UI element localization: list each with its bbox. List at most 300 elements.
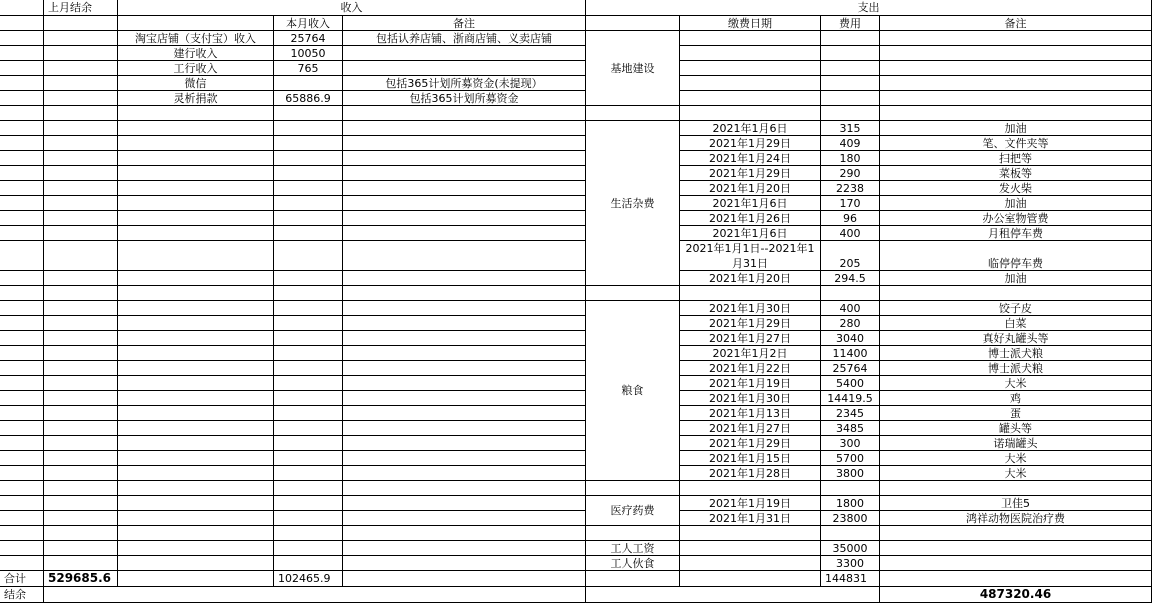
income-amount: 25764 <box>274 31 343 46</box>
cell[interactable] <box>0 151 44 166</box>
cell[interactable] <box>680 481 821 496</box>
expense-date: 2021年1月6日 <box>680 196 821 211</box>
cell[interactable] <box>0 496 44 511</box>
cell[interactable] <box>880 76 1152 91</box>
expense-fee: 5400 <box>821 376 880 391</box>
cell[interactable] <box>586 16 680 31</box>
cell[interactable] <box>44 121 118 136</box>
expense-note: 加油 <box>880 196 1152 211</box>
cell[interactable] <box>680 76 821 91</box>
cell[interactable] <box>274 181 343 196</box>
cell[interactable] <box>44 331 118 346</box>
cell[interactable] <box>0 301 44 316</box>
cell[interactable] <box>44 376 118 391</box>
cell[interactable] <box>44 541 118 556</box>
cell[interactable] <box>343 541 586 556</box>
cell[interactable] <box>343 556 586 571</box>
cell[interactable] <box>343 301 586 316</box>
expense-fee: 280 <box>821 316 880 331</box>
expense-note: 笔、文件夹等 <box>880 136 1152 151</box>
cell[interactable] <box>118 556 274 571</box>
cell[interactable] <box>821 481 880 496</box>
expense-fee: 3800 <box>821 466 880 481</box>
cell[interactable] <box>0 61 44 76</box>
expense-note: 白菜 <box>880 316 1152 331</box>
category-living: 生活杂费 <box>586 121 680 286</box>
cell[interactable] <box>0 556 44 571</box>
expense-note: 大米 <box>880 466 1152 481</box>
cell[interactable] <box>118 226 274 241</box>
income-remark: 包括认养店铺、浙商店铺、义卖店铺 <box>343 31 586 46</box>
cell[interactable] <box>274 556 343 571</box>
cell[interactable] <box>0 91 44 106</box>
cell[interactable] <box>821 526 880 541</box>
cell[interactable] <box>118 241 274 271</box>
cell[interactable] <box>343 346 586 361</box>
income-source-label: 微信 <box>118 76 274 91</box>
cell[interactable] <box>118 376 274 391</box>
expense-note: 饺子皮 <box>880 301 1152 316</box>
cell[interactable] <box>343 391 586 406</box>
expense-date: 2021年1月26日 <box>680 211 821 226</box>
cell[interactable] <box>118 316 274 331</box>
cell[interactable] <box>44 166 118 181</box>
cell[interactable] <box>343 331 586 346</box>
cell[interactable] <box>0 406 44 421</box>
total-last-balance: 529685.6 <box>44 571 118 587</box>
income-amount: 65886.9 <box>274 91 343 106</box>
cell[interactable] <box>0 76 44 91</box>
cell[interactable] <box>343 436 586 451</box>
income-source-label: 工行收入 <box>118 61 274 76</box>
expense-date: 2021年1月29日 <box>680 166 821 181</box>
cell[interactable] <box>44 241 118 271</box>
wages-fee: 35000 <box>821 541 880 556</box>
expense-date: 2021年1月20日 <box>680 271 821 286</box>
expense-note: 大米 <box>880 451 1152 466</box>
expense-date: 2021年1月15日 <box>680 451 821 466</box>
expense-note: 扫把等 <box>880 151 1152 166</box>
cell[interactable] <box>118 196 274 211</box>
cell[interactable] <box>274 466 343 481</box>
cell[interactable] <box>343 361 586 376</box>
cell[interactable] <box>0 226 44 241</box>
expense-fee: 205 <box>821 241 880 271</box>
expense-fee: 294.5 <box>821 271 880 286</box>
cell[interactable] <box>44 301 118 316</box>
cell[interactable] <box>586 481 680 496</box>
cell[interactable] <box>44 151 118 166</box>
cell[interactable] <box>586 571 680 587</box>
cell[interactable] <box>680 556 821 571</box>
last-balance-header: 上月结余 <box>44 0 118 16</box>
cell[interactable] <box>44 61 118 76</box>
expense-date: 2021年1月29日 <box>680 316 821 331</box>
cell[interactable] <box>0 436 44 451</box>
cell[interactable] <box>343 511 586 526</box>
cell[interactable] <box>0 181 44 196</box>
cell[interactable] <box>343 376 586 391</box>
cell[interactable] <box>118 181 274 196</box>
cell[interactable] <box>274 151 343 166</box>
cell[interactable] <box>343 121 586 136</box>
cell[interactable] <box>274 136 343 151</box>
expense-note: 博士派犬粮 <box>880 346 1152 361</box>
cell[interactable] <box>44 496 118 511</box>
cell[interactable] <box>680 571 821 587</box>
cell[interactable] <box>586 587 880 603</box>
expense-fee: 400 <box>821 226 880 241</box>
expense-fee: 170 <box>821 196 880 211</box>
expense-date: 2021年1月6日 <box>680 121 821 136</box>
cell[interactable] <box>343 496 586 511</box>
expense-note: 鸿祥动物医院治疗费 <box>880 511 1152 526</box>
cell[interactable] <box>118 16 274 31</box>
cell[interactable] <box>274 511 343 526</box>
cell[interactable] <box>118 466 274 481</box>
expense-date: 2021年1月31日 <box>680 511 821 526</box>
expense-fee: 1800 <box>821 496 880 511</box>
cell[interactable] <box>343 406 586 421</box>
cell[interactable] <box>44 16 118 31</box>
income-source-label: 建行收入 <box>118 46 274 61</box>
cell[interactable] <box>44 511 118 526</box>
expense-date: 2021年1月30日 <box>680 391 821 406</box>
cell[interactable] <box>274 166 343 181</box>
cell[interactable] <box>343 166 586 181</box>
meals-fee: 3300 <box>821 556 880 571</box>
cell[interactable] <box>0 331 44 346</box>
cell[interactable] <box>343 421 586 436</box>
expense-note: 真好丸罐头等 <box>880 331 1152 346</box>
cell[interactable] <box>274 271 343 286</box>
cell[interactable] <box>118 481 274 496</box>
cell[interactable] <box>0 541 44 556</box>
expense-date: 2021年1月27日 <box>680 331 821 346</box>
cell[interactable] <box>118 106 274 121</box>
cell[interactable] <box>118 496 274 511</box>
cell[interactable] <box>118 406 274 421</box>
expense-fee: 96 <box>821 211 880 226</box>
cell[interactable] <box>0 286 44 301</box>
cell[interactable] <box>118 301 274 316</box>
cell[interactable] <box>274 331 343 346</box>
cell[interactable] <box>118 541 274 556</box>
cell[interactable] <box>343 136 586 151</box>
cell[interactable] <box>44 391 118 406</box>
expense-date: 2021年1月22日 <box>680 361 821 376</box>
expense-remark-header: 备注 <box>880 16 1152 31</box>
expense-date: 2021年1月1日--2021年1月31日 <box>680 241 821 271</box>
expense-date: 2021年1月24日 <box>680 151 821 166</box>
cell[interactable] <box>44 181 118 196</box>
cell[interactable] <box>118 421 274 436</box>
cell[interactable] <box>44 556 118 571</box>
cell[interactable] <box>274 376 343 391</box>
cell[interactable] <box>680 541 821 556</box>
cell[interactable] <box>0 46 44 61</box>
cell[interactable] <box>0 106 44 121</box>
expense-fee: 300 <box>821 436 880 451</box>
month-income-header: 本月收入 <box>274 16 343 31</box>
cell[interactable] <box>0 526 44 541</box>
category-medical: 医疗药费 <box>586 496 680 526</box>
expense-note: 月租停车费 <box>880 226 1152 241</box>
cell[interactable] <box>343 211 586 226</box>
expense-date: 2021年1月28日 <box>680 466 821 481</box>
cell[interactable] <box>118 151 274 166</box>
cell[interactable] <box>118 511 274 526</box>
cell[interactable] <box>680 46 821 61</box>
total-income: 102465.9 <box>274 571 343 587</box>
cell[interactable] <box>880 61 1152 76</box>
expense-fee: 3040 <box>821 331 880 346</box>
cell[interactable] <box>44 271 118 286</box>
cell[interactable] <box>44 587 586 603</box>
cell[interactable] <box>274 226 343 241</box>
balance-value: 487320.46 <box>880 587 1152 603</box>
cell[interactable] <box>0 166 44 181</box>
cell[interactable] <box>880 541 1152 556</box>
cell[interactable] <box>118 286 274 301</box>
cell[interactable] <box>44 31 118 46</box>
cell[interactable] <box>821 286 880 301</box>
expense-note: 蛋 <box>880 406 1152 421</box>
expense-note: 发火柴 <box>880 181 1152 196</box>
cell[interactable] <box>274 241 343 271</box>
cell[interactable] <box>343 241 586 271</box>
cell[interactable] <box>44 46 118 61</box>
category-wages: 工人工资 <box>586 541 680 556</box>
expense-fee: 11400 <box>821 346 880 361</box>
cell[interactable] <box>0 511 44 526</box>
income-remark-header: 备注 <box>343 16 586 31</box>
cell[interactable] <box>880 31 1152 46</box>
cell[interactable] <box>118 136 274 151</box>
cell[interactable] <box>343 571 586 587</box>
cell[interactable] <box>880 481 1152 496</box>
cell[interactable] <box>274 421 343 436</box>
cell[interactable] <box>0 376 44 391</box>
expense-date: 2021年1月27日 <box>680 421 821 436</box>
cell[interactable] <box>44 76 118 91</box>
expense-note: 鸡 <box>880 391 1152 406</box>
expense-fee: 290 <box>821 166 880 181</box>
cell[interactable] <box>0 346 44 361</box>
expense-note: 罐头等 <box>880 421 1152 436</box>
expense-note: 加油 <box>880 121 1152 136</box>
cell[interactable] <box>680 286 821 301</box>
income-source-label: 灵析捐款 <box>118 91 274 106</box>
cell[interactable] <box>343 316 586 331</box>
cell[interactable] <box>0 241 44 271</box>
fee-header: 费用 <box>821 16 880 31</box>
cell[interactable] <box>0 121 44 136</box>
cell[interactable] <box>880 46 1152 61</box>
cell[interactable] <box>274 526 343 541</box>
cell[interactable] <box>343 286 586 301</box>
cell[interactable] <box>0 136 44 151</box>
income-amount <box>274 76 343 91</box>
cell[interactable] <box>343 106 586 121</box>
cell[interactable] <box>0 31 44 46</box>
expense-fee: 315 <box>821 121 880 136</box>
category-food: 粮食 <box>586 301 680 481</box>
cell[interactable] <box>118 436 274 451</box>
cell[interactable] <box>118 121 274 136</box>
cell[interactable] <box>274 541 343 556</box>
cell[interactable] <box>0 316 44 331</box>
income-source-label: 淘宝店铺（支付宝）收入 <box>118 31 274 46</box>
cell[interactable] <box>274 211 343 226</box>
cell[interactable] <box>0 451 44 466</box>
expense-fee: 180 <box>821 151 880 166</box>
cell[interactable] <box>343 451 586 466</box>
cell[interactable] <box>880 571 1152 587</box>
expense-date: 2021年1月19日 <box>680 496 821 511</box>
cell[interactable] <box>274 286 343 301</box>
cell[interactable] <box>880 91 1152 106</box>
cell[interactable] <box>821 61 880 76</box>
expense-fee: 5700 <box>821 451 880 466</box>
cell[interactable] <box>880 286 1152 301</box>
cell[interactable] <box>274 316 343 331</box>
expense-fee: 409 <box>821 136 880 151</box>
cell[interactable] <box>44 481 118 496</box>
cell[interactable] <box>44 421 118 436</box>
cell[interactable] <box>880 556 1152 571</box>
cell[interactable] <box>680 526 821 541</box>
cell[interactable] <box>343 196 586 211</box>
balance-label: 结余 <box>0 587 44 603</box>
cell[interactable] <box>274 451 343 466</box>
cell[interactable] <box>821 91 880 106</box>
expense-date: 2021年1月6日 <box>680 226 821 241</box>
pay-date-header: 缴费日期 <box>680 16 821 31</box>
cell[interactable] <box>880 526 1152 541</box>
expense-fee: 25764 <box>821 361 880 376</box>
cell[interactable] <box>586 526 680 541</box>
cell[interactable] <box>274 361 343 376</box>
cell[interactable] <box>118 166 274 181</box>
cell[interactable] <box>44 436 118 451</box>
cell[interactable] <box>118 211 274 226</box>
cell[interactable] <box>274 196 343 211</box>
cell[interactable] <box>0 16 44 31</box>
cell[interactable] <box>274 481 343 496</box>
cell[interactable] <box>44 406 118 421</box>
cell[interactable] <box>0 361 44 376</box>
expense-note: 临停停车费 <box>880 241 1152 271</box>
income-remark: 包括365计划所募资金(未提现） <box>343 76 586 91</box>
cell[interactable] <box>44 346 118 361</box>
cell[interactable] <box>44 91 118 106</box>
cell[interactable] <box>44 466 118 481</box>
cell[interactable] <box>821 76 880 91</box>
cell[interactable] <box>0 196 44 211</box>
cell[interactable] <box>343 181 586 196</box>
totals-label: 合计 <box>0 571 44 587</box>
cell[interactable] <box>118 346 274 361</box>
expense-note: 大米 <box>880 376 1152 391</box>
cell[interactable] <box>118 331 274 346</box>
cell[interactable] <box>44 316 118 331</box>
cell[interactable] <box>118 451 274 466</box>
cell[interactable] <box>343 466 586 481</box>
expense-note: 办公室物管费 <box>880 211 1152 226</box>
cell[interactable] <box>274 106 343 121</box>
cell[interactable] <box>44 136 118 151</box>
cell[interactable] <box>274 391 343 406</box>
cell[interactable] <box>821 31 880 46</box>
cell[interactable] <box>118 526 274 541</box>
cell[interactable] <box>44 526 118 541</box>
cell[interactable] <box>586 106 680 121</box>
corner-cell[interactable] <box>0 0 44 16</box>
cell[interactable] <box>586 286 680 301</box>
cell[interactable] <box>680 61 821 76</box>
cell[interactable] <box>680 31 821 46</box>
cell[interactable] <box>343 526 586 541</box>
expense-date: 2021年1月13日 <box>680 406 821 421</box>
cell[interactable] <box>274 301 343 316</box>
cell[interactable] <box>44 286 118 301</box>
cell[interactable] <box>274 436 343 451</box>
cell[interactable] <box>880 106 1152 121</box>
cell[interactable] <box>0 466 44 481</box>
cell[interactable] <box>0 211 44 226</box>
cell[interactable] <box>44 226 118 241</box>
cell[interactable] <box>0 421 44 436</box>
cell[interactable] <box>274 406 343 421</box>
cell[interactable] <box>0 391 44 406</box>
cell[interactable] <box>821 46 880 61</box>
cell[interactable] <box>274 496 343 511</box>
cell[interactable] <box>343 271 586 286</box>
cell[interactable] <box>118 271 274 286</box>
income-header: 收入 <box>118 0 586 16</box>
expense-note: 博士派犬粮 <box>880 361 1152 376</box>
expense-fee: 2238 <box>821 181 880 196</box>
cell[interactable] <box>44 451 118 466</box>
cell[interactable] <box>274 121 343 136</box>
expense-fee: 3485 <box>821 421 880 436</box>
cell[interactable] <box>118 391 274 406</box>
income-remark: 包括365计划所募资金 <box>343 91 586 106</box>
expense-header: 支出 <box>586 0 1152 16</box>
cell[interactable] <box>274 346 343 361</box>
cell[interactable] <box>680 91 821 106</box>
cell[interactable] <box>343 151 586 166</box>
income-amount: 765 <box>274 61 343 76</box>
cell[interactable] <box>343 481 586 496</box>
cell[interactable] <box>821 106 880 121</box>
cell[interactable] <box>44 361 118 376</box>
expense-date: 2021年1月29日 <box>680 436 821 451</box>
expense-note: 加油 <box>880 271 1152 286</box>
cell[interactable] <box>680 106 821 121</box>
expense-note: 卫佳5 <box>880 496 1152 511</box>
cell[interactable] <box>118 361 274 376</box>
cell[interactable] <box>343 226 586 241</box>
cell[interactable] <box>44 211 118 226</box>
cell[interactable] <box>44 196 118 211</box>
cell[interactable] <box>0 481 44 496</box>
cell[interactable] <box>118 571 274 587</box>
cell[interactable] <box>44 106 118 121</box>
total-expense: 144831 <box>821 571 880 587</box>
cell[interactable] <box>0 271 44 286</box>
